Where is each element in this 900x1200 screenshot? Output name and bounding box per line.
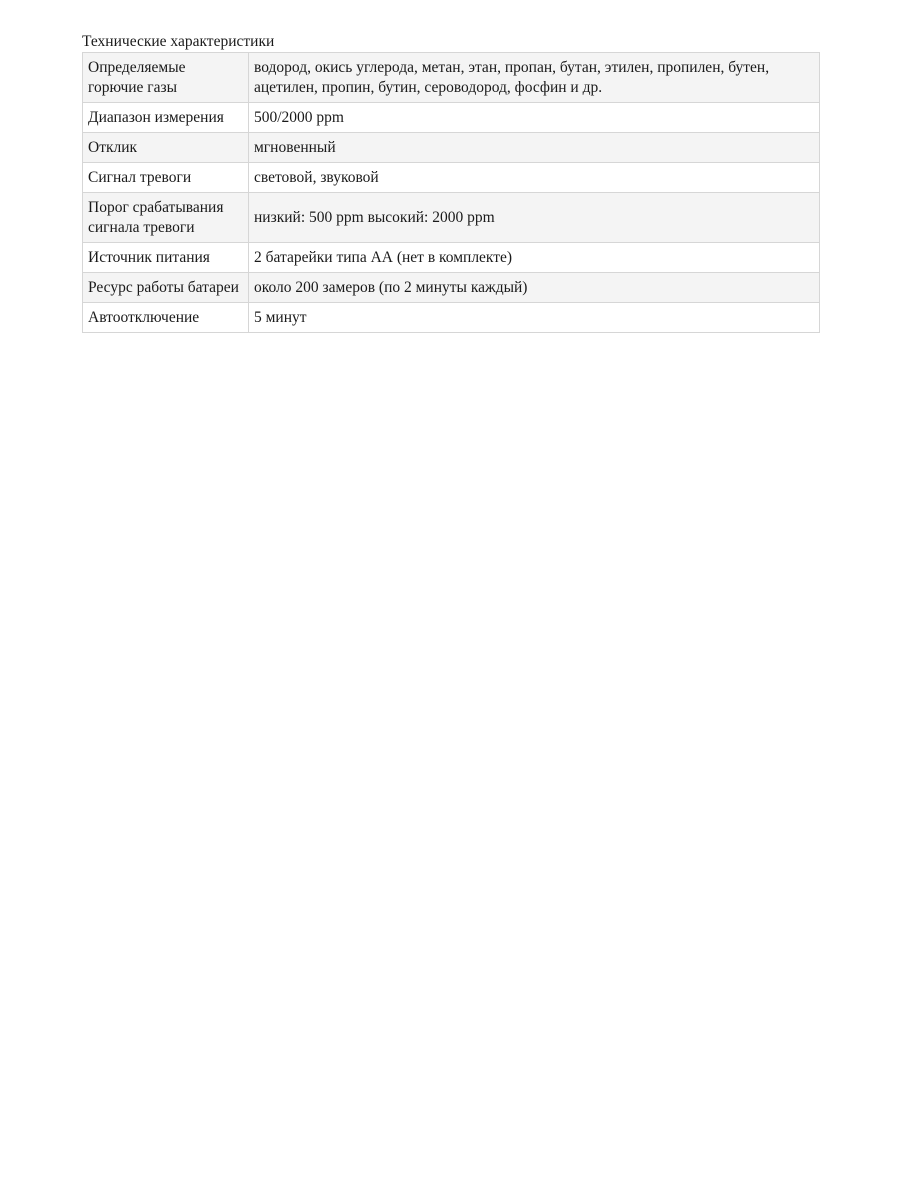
- spec-label: Диапазон измерения: [83, 103, 249, 133]
- spec-label: Порог срабатывания сигнала тревоги: [83, 193, 249, 243]
- table-row: [83, 163, 820, 193]
- table-row: [83, 243, 820, 273]
- spec-value: 2 батарейки типа АА (нет в комплекте): [249, 243, 820, 273]
- spec-value: световой, звуковой: [249, 163, 820, 193]
- spec-label: Сигнал тревоги: [83, 163, 249, 193]
- spec-value: мгновенный: [249, 133, 820, 163]
- spec-value: 5 минут: [249, 303, 820, 333]
- spec-label: Автоотключение: [83, 303, 249, 333]
- table-row: [83, 303, 820, 333]
- table-row: [83, 103, 820, 133]
- specifications-table: [82, 52, 820, 333]
- table-row: [83, 133, 820, 163]
- spec-label: Отклик: [83, 133, 249, 163]
- table-row: [83, 273, 820, 303]
- spec-value: около 200 замеров (по 2 минуты каждый): [249, 273, 820, 303]
- spec-label: Определяемые горючие газы: [83, 53, 249, 103]
- spec-value: водород, окись углерода, метан, этан, пропан, бутан, этилен, пропилен, бутен, ацетилен, пропин, бутин, сероводород, фосфин и др.: [249, 53, 820, 103]
- document-page: [82, 33, 819, 333]
- spec-label: Источник питания: [83, 243, 249, 273]
- spec-label: Ресурс работы батареи: [83, 273, 249, 303]
- spec-value: низкий: 500 ppm высокий: 2000 ppm: [249, 193, 820, 243]
- table-row: [83, 193, 820, 243]
- table-row: [83, 53, 820, 103]
- section-title: Технические характеристики: [82, 33, 275, 50]
- spec-value: 500/2000 ppm: [249, 103, 820, 133]
